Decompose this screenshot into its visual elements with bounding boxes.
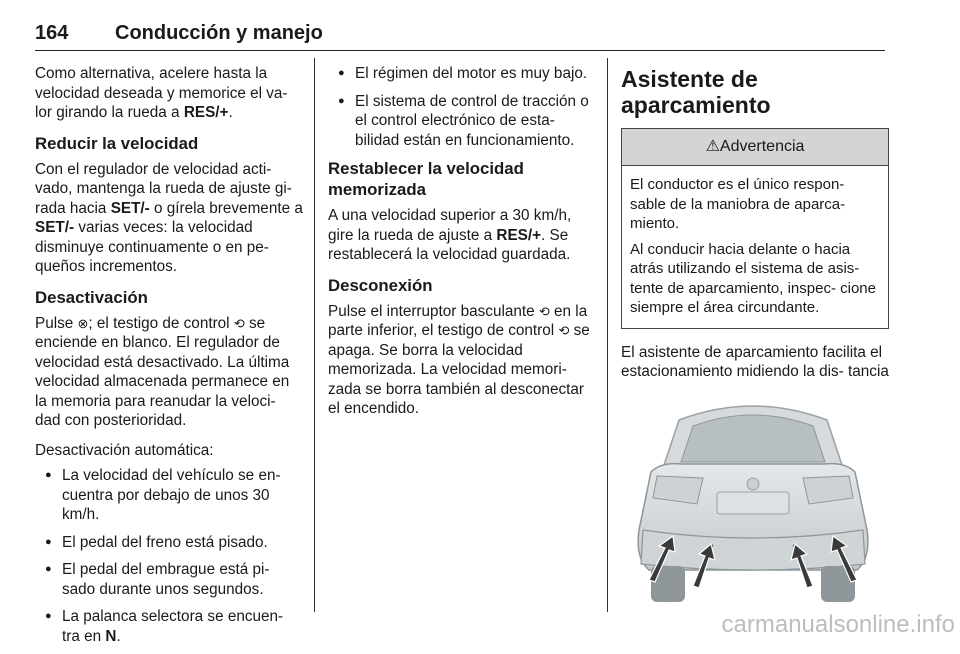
car-rear-illustration [621,380,885,608]
column-divider [607,58,608,612]
warning-paragraph: El conductor es el único respon- sable de la maniobra de aparca- miento. [630,176,846,232]
reduce-speed-paragraph: Con el regulador de velocidad acti- vado, mantenga la rueda de ajuste gi- rada hacia SET/- o gírela brevemente a SET/- varias veces: la velocidad disminuye continuamente o en pe- queños incrementos. [35,160,303,275]
list-item: ● La velocidad del vehículo se en- cuentra por debajo de unos 30 km/h. [35,466,303,525]
cancel-switch-icon: ⊗ [77,315,89,331]
auto-deactivation-list-continued [328,64,592,150]
switch-off-heading: Desconexión [328,275,433,295]
cruise-control-icon: ⟲ [558,323,570,338]
list-item: ● El pedal del embrague está pi- sado durante unos segundos. [35,560,303,599]
switch-off-paragraph: Pulse el interruptor basculante ⟲ en la parte inferior, el testigo de control ⟲ se apaga. Se borra la velocidad memorizada. La velocidad memori- zada se borra también al desconectar el encendido. [328,302,590,417]
warning-title: Advertencia [719,138,805,155]
warning-header [622,129,888,166]
cruise-control-icon: ⟲ [233,315,245,331]
intro-paragraph: Como alternativa, acelere hasta la velocidad deseada y memorice el va- lor girando la rueda a RES/+. [35,65,288,121]
list-item: ● El sistema de control de tracción o el control electrónico de esta- bilidad están en funcionamiento. [328,92,592,151]
column-divider [314,58,315,612]
warning-body [622,166,888,328]
parking-assist-heading: Asistente de aparcamiento [621,66,771,118]
restore-speed-paragraph: A una velocidad superior a 30 km/h, gire la rueda de ajuste a RES/+. Se restablecerá la velocidad guardada. [328,207,572,263]
column-1 [35,64,303,654]
warning-icon: ⚠ [705,138,720,155]
page-header [35,10,885,51]
parking-assist-description: El asistente de aparcamiento facilita el estacionamiento midiendo la dis- tancia [621,343,889,380]
deactivation-paragraph: Pulse ⊗; el testigo de control ⟲ se enciende en blanco. El regulador de velocidad está desactivado. La última velocidad almacenada permanece en la memoria para reanudar la veloci- dad con posterioridad. [35,314,290,429]
warning-paragraph: Al conducir hacia delante o hacia atrás utilizando el sistema de asis- tente de aparcamiento, inspec- cione siempre el área circundante. [630,240,876,316]
list-item: ● La palanca selectora se encuen- tra en N. [35,607,303,646]
auto-deactivation-list [35,466,303,646]
reduce-speed-heading: Reducir la velocidad [35,133,199,153]
car-rear-image [621,380,885,608]
page-title: Conducción y manejo [115,22,323,44]
watermark: carmanualsonline.info [721,611,955,638]
list-item: ● El pedal del freno está pisado. [35,533,303,553]
deactivation-heading: Desactivación [35,287,148,307]
warning-box [621,128,889,329]
page-number: 164 [35,22,69,44]
cruise-control-icon: ⟲ [538,303,550,319]
column-2 [328,64,592,429]
list-item: ● El régimen del motor es muy bajo. [328,64,592,84]
auto-deactivation-label: Desactivación automática: [35,441,214,459]
restore-speed-heading: Restablecer la velocidad memorizada [328,159,524,199]
